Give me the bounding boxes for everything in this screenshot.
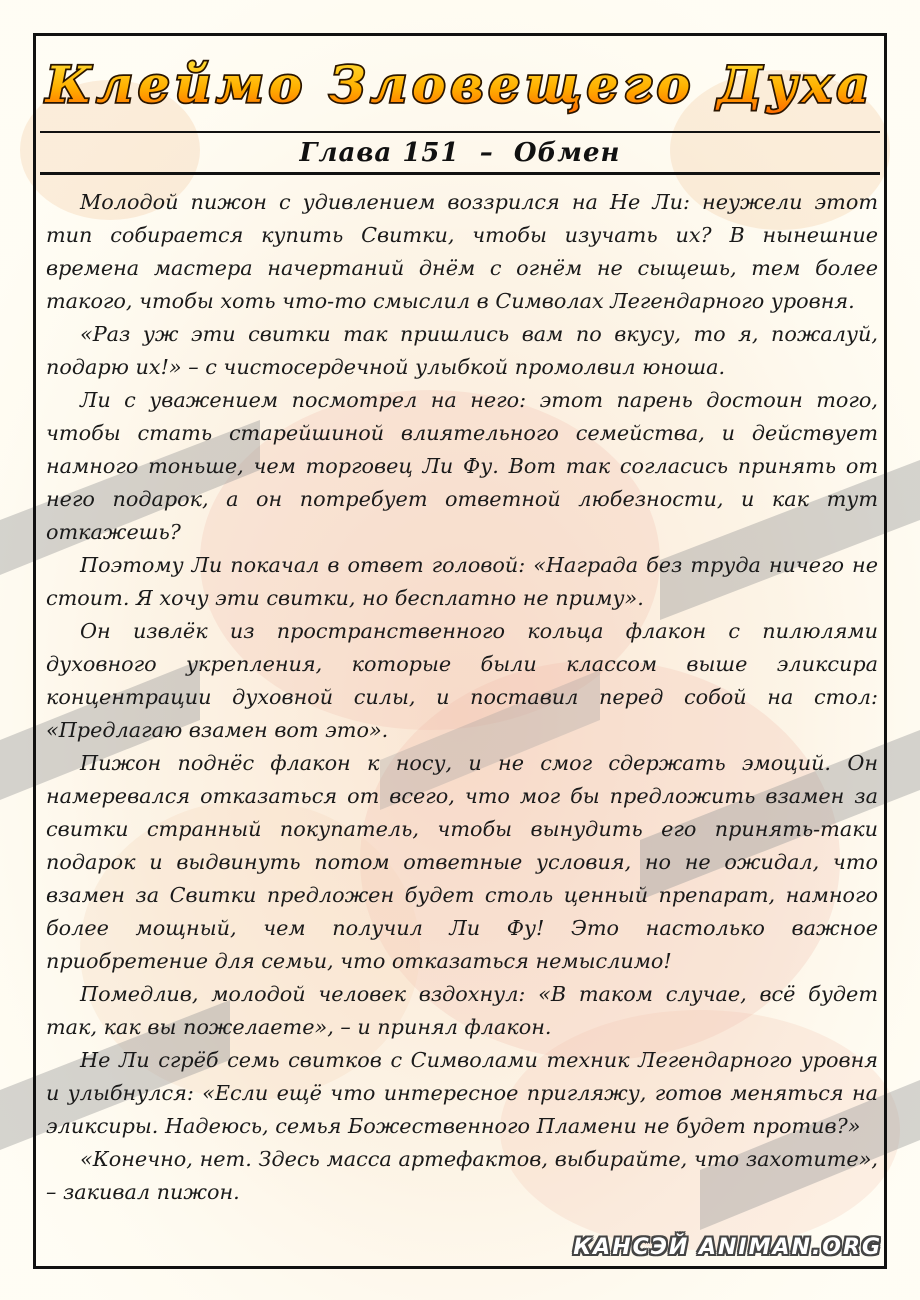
paragraph: «Конечно, нет. Здесь масса артефактов, выбирайте, что захотите», – закивал пижон. [46,1147,878,1204]
paragraph: Не Ли сгрёб семь свитков с Символами техник Легендарного уровня и улыбнулся: «Если ещё что интересное пригляжу, готов меняться на эликсиры. Надеюсь, семья Божественного Пламени не будет против?» [46,1048,878,1138]
paragraph: Поэтому Ли покачал в ответ головой: «Награда без труда ничего не стоит. Я хочу эти свитки, но бесплатно не приму». [46,553,878,610]
paragraph: Ли с уважением посмотрел на него: этот парень достоин того, чтобы стать старейшиной влиятельного семейства, и действует намного тоньше, чем торговец Ли Фу. Вот так согласись принять от него подарок, а он потребует ответной любезности, и как тут откажешь? [46,388,878,544]
page-title: Клеймо Зловещего Духа [45,55,875,114]
paragraph: Молодой пижон с удивлением воззрился на Не Ли: неужели этот тип собирается купить Свитки, чтобы изучать их? В нынешние времена мастера начертаний днём с огнём не сыщешь, тем более такого, чтобы хоть что-то смыслил в Символах Легендарного уровня. [46,190,878,313]
paragraph: Он извлёк из пространственного кольца флакон с пилюлями духовного укрепления, которые были классом выше эликсира концентрации духовной силы, и поставил перед собой на стол: «Предлагаю взамен вот это». [46,619,878,742]
story-text [46,186,878,1216]
title-banner [36,36,884,130]
chapter-title: Глава 151 – Обмен [299,137,621,168]
paragraph: Пижон поднёс флакон к носу, и не смог сдержать эмоций. Он намеревался отказаться от всего, что мог бы предложить взамен за свитки странный покупатель, чтобы вынудить его принять-таки подарок и выдвинуть потом ответные условия, но не ожидал, что взамен за Свитки предложен будет столь ценный препарат, намного более мощный, чем получил Ли Фу! Это настолько важное приобретение для семьи, что отказаться немыслимо! [46,751,878,973]
scanlation-watermark: КАНСЭЙ ANIMAN.ORG [573,1235,882,1260]
paragraph: «Раз уж эти свитки так пришлись вам по вкусу, то я, пожалуй, подарю их!» – с чистосердечной улыбкой промолвил юноша. [46,322,878,379]
chapter-header [40,131,880,175]
paragraph: Помедлив, молодой человек вздохнул: «В таком случае, всё будет так, как вы пожелаете», – и принял флакон. [46,982,878,1039]
